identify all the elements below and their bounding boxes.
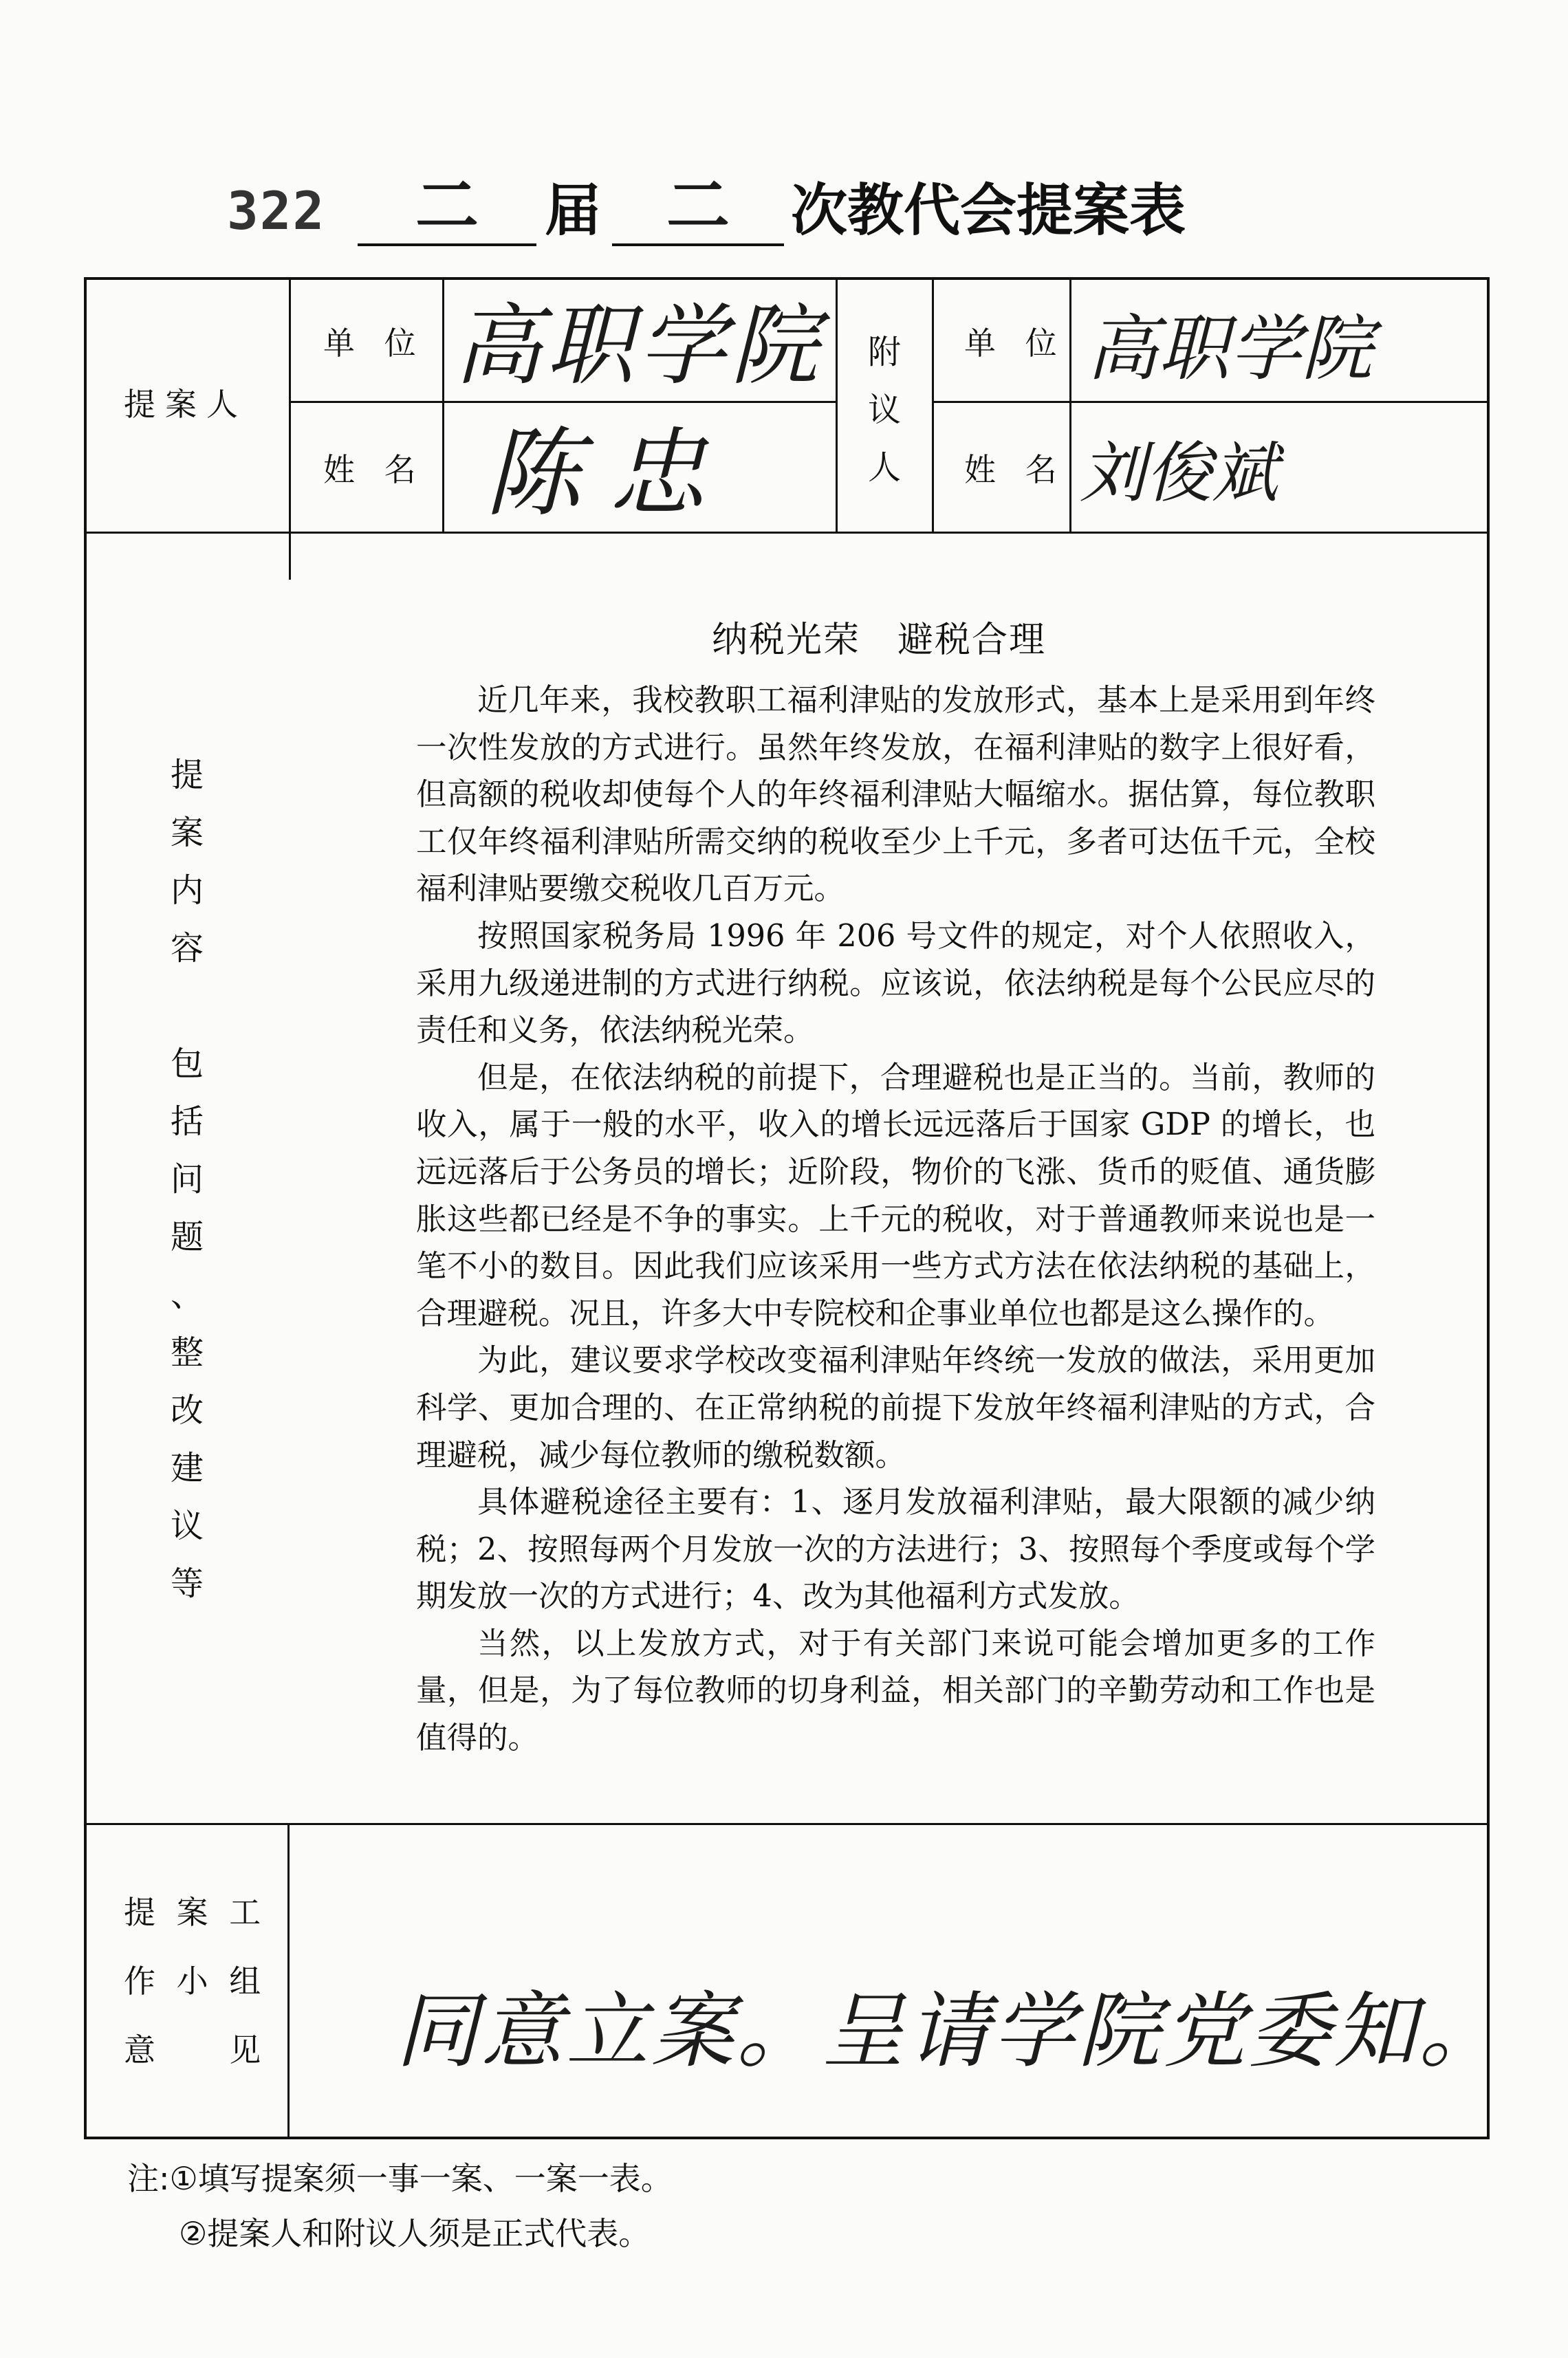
- proposer-name-label: 姓 名: [323, 451, 426, 488]
- seconder-name-label: 姓 名: [964, 451, 1067, 488]
- col-divider-label: [289, 277, 291, 580]
- col-divider-seconder-label: [932, 277, 934, 532]
- row-divider-seconder-mid: [932, 401, 1487, 403]
- proposal-paragraph: 具体避税途径主要有：1、逐月发放福利津贴，最大限额的减少纳税；2、按照每两个月发放一次的方法进行；3、按照每个季度或每个学期发放一次的方式进行；4、改为其他福利方式发放。: [416, 1485, 1375, 1615]
- meeting-number-blank: [612, 169, 784, 246]
- proposal-title: 纳税光荣 避税合理: [712, 620, 1047, 661]
- content-label-gap: [166, 977, 208, 1035]
- content-label-char: 改: [170, 1391, 204, 1430]
- form-title: [358, 169, 1252, 254]
- proposal-paragraph: 近几年来，我校教职工福利津贴的发放形式，基本上是采用到年终一次性发放的方式进行。虽然年终发放，在福利津贴的数字上很好看，但高额的税收却使每个人的年终福利津贴大幅缩水。据估算，每位教职工仅年终福利津贴所需交纳的税收至少上千元，多者可达伍千元，全校福利津贴要缴交税收几百万元。: [416, 683, 1375, 907]
- seconder-section-label: [864, 323, 905, 496]
- col-divider-seconder-unit-label: [1069, 277, 1071, 532]
- proposal-paragraph: 按照国家税务局 1996 年 206 号文件的规定，对个人依照收入，采用九级递进制的方式进行纳税。应该说，依法纳税是每个公民应尽的责任和义务，依法纳税光荣。: [416, 918, 1375, 1049]
- content-label-char: 括: [170, 1102, 204, 1141]
- content-side-label: [166, 746, 208, 1613]
- proposer-unit-label: 单 位: [323, 325, 426, 362]
- seconder-name-value: 刘俊斌: [1080, 435, 1278, 512]
- content-label-char: 问: [170, 1160, 204, 1199]
- proposer-unit-value: 高职学院: [454, 295, 823, 397]
- content-label-char: 议: [170, 1507, 204, 1545]
- seconder-unit-value: 高职学院: [1087, 307, 1373, 391]
- opinion-label-line: 提 案 工: [124, 1894, 267, 1931]
- opinion-label-line: 作 小 组: [124, 1963, 267, 2000]
- content-label-char: 整: [170, 1333, 204, 1372]
- content-label-char: 题: [170, 1218, 204, 1256]
- proposal-paragraph: 当然，以上发放方式，对于有关部门来说可能会增加更多的工作量，但是，为了每位教师的切身利益，相关部门的辛勤劳动和工作也是值得的。: [416, 1626, 1375, 1756]
- opinion-handwritten: 同意立案。呈请学院党委知。: [395, 1984, 1504, 2079]
- meeting-number-handwritten: 二: [666, 169, 730, 243]
- col-divider-proposer-end: [836, 277, 838, 532]
- note-line-2: ②提案人和附议人须是正式代表。: [179, 2215, 651, 2252]
- seconder-label-char: 议: [867, 391, 901, 429]
- session-number-handwritten: 二: [415, 169, 479, 243]
- form-number: 322: [227, 180, 326, 241]
- row-divider-proposer-mid: [289, 401, 836, 403]
- content-label-char: 建: [170, 1449, 204, 1487]
- proposal-paragraph: 为此，建议要求学校改变福利津贴年终统一发放的做法，采用更加科学、更加合理的、在正常纳税的前提下发放年终福利津贴的方式，合理避税，减少每位教师的缴税数额。: [416, 1343, 1375, 1473]
- content-label-char: 、: [170, 1276, 204, 1314]
- proposer-name-value: 陈忠: [485, 418, 733, 530]
- content-label-char: 容: [170, 929, 204, 968]
- session-number-blank: [358, 169, 536, 246]
- row-divider-content-bottom: [84, 1823, 1487, 1825]
- content-label-char: 案: [170, 814, 204, 852]
- note-line-1: 注:①填写提案须一事一案、一案一表。: [127, 2160, 673, 2197]
- content-label-char: 提: [170, 756, 204, 794]
- opinion-label-line: 意 见: [124, 2031, 267, 2068]
- proposal-paragraph: 但是，在依法纳税的前提下，合理避税也是正当的。当前，教师的收入，属于一般的水平，收入的增长远远落后于国家 GDP 的增长，也远远落后于公务员的增长；近阶段，物价的飞涨、货币的贬值、通货膨胀这些都已经是不争的事实。上千元的税收，对于普通教师来说也是一笔不小的数目。因此我们应该采用一些方式方法在依法纳税的基础上，合理避税。况且，许多大中专院校和企事业单位也都是这么操作的。: [416, 1060, 1375, 1331]
- proposer-section-label: 提案人: [124, 386, 248, 423]
- col-divider-label-lower: [287, 1823, 290, 2137]
- seconder-unit-label: 单 位: [964, 325, 1067, 362]
- row-divider-top: [84, 532, 1487, 534]
- content-label-char: 等: [170, 1564, 204, 1603]
- seconder-label-char: 人: [867, 448, 901, 487]
- seconder-label-char: 附: [867, 333, 901, 371]
- content-label-char: 内: [170, 871, 204, 910]
- content-label-char: 包: [170, 1045, 204, 1083]
- meeting-title: 次教代会提案表: [791, 178, 1186, 243]
- col-divider-unit-label: [442, 277, 444, 532]
- session-suffix: 届: [545, 178, 602, 243]
- proposal-body: [416, 677, 1375, 1762]
